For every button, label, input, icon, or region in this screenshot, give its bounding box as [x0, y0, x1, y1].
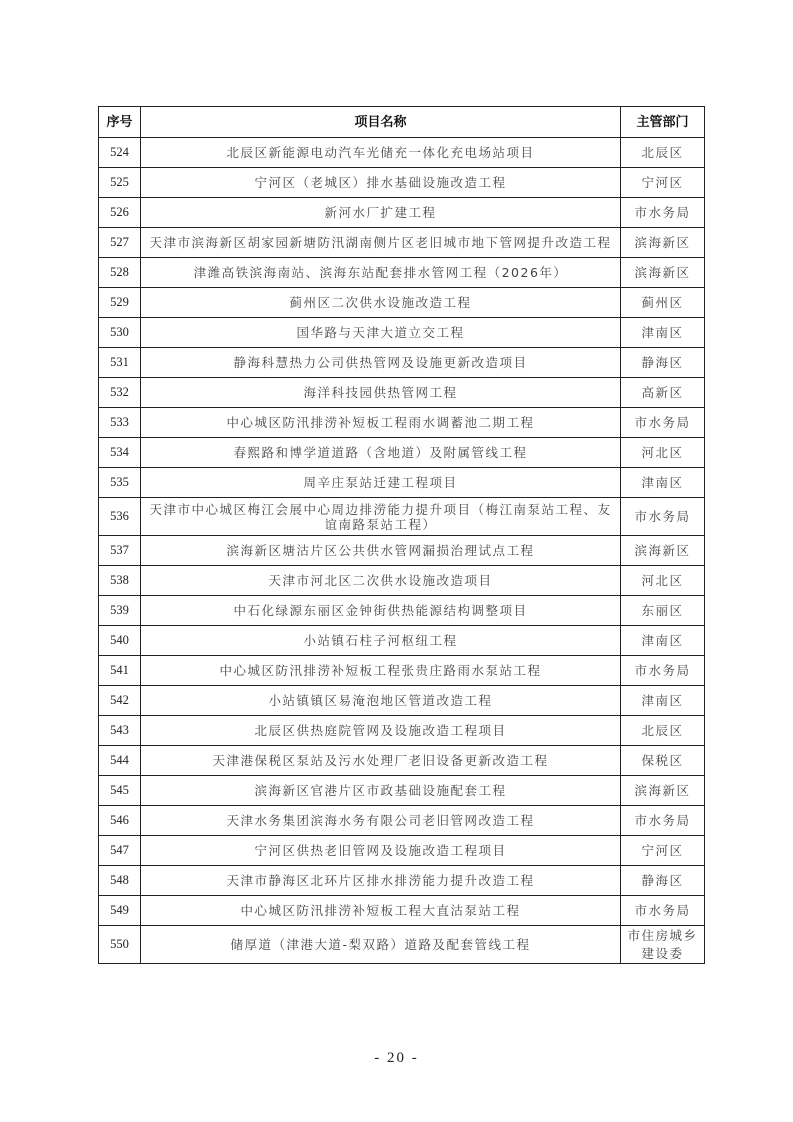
row-serial-number: 545 [99, 776, 141, 806]
row-serial-number: 543 [99, 716, 141, 746]
row-department: 市水务局 [621, 198, 705, 228]
row-serial-number: 529 [99, 288, 141, 318]
row-serial-number: 539 [99, 596, 141, 626]
row-serial-number: 524 [99, 138, 141, 168]
table-row [99, 378, 705, 408]
row-department: 市水务局 [621, 896, 705, 926]
table-row [99, 318, 705, 348]
row-serial-number: 546 [99, 806, 141, 836]
row-project-name: 天津水务集团滨海水务有限公司老旧管网改造工程 [141, 806, 621, 836]
row-department: 静海区 [621, 348, 705, 378]
row-serial-number: 549 [99, 896, 141, 926]
row-department: 河北区 [621, 566, 705, 596]
table-row [99, 776, 705, 806]
table-header-row [99, 107, 705, 138]
row-project-name: 北辰区新能源电动汽车光储充一体化充电场站项目 [141, 138, 621, 168]
table-row [99, 896, 705, 926]
row-serial-number: 533 [99, 408, 141, 438]
row-project-name: 津潍高铁滨海南站、滨海东站配套排水管网工程（2026年） [141, 258, 621, 288]
row-department: 市水务局 [621, 408, 705, 438]
table-body [99, 138, 705, 964]
row-serial-number: 544 [99, 746, 141, 776]
row-project-name: 小站镇石柱子河枢纽工程 [141, 626, 621, 656]
row-department: 滨海新区 [621, 776, 705, 806]
row-serial-number: 540 [99, 626, 141, 656]
table-row [99, 348, 705, 378]
row-project-name: 滨海新区塘沽片区公共供水管网漏损治理试点工程 [141, 536, 621, 566]
project-table [98, 106, 705, 964]
table-row [99, 198, 705, 228]
table-row [99, 168, 705, 198]
row-department: 高新区 [621, 378, 705, 408]
row-project-name: 小站镇镇区易淹泡地区管道改造工程 [141, 686, 621, 716]
table-row [99, 468, 705, 498]
row-project-name: 滨海新区官港片区市政基础设施配套工程 [141, 776, 621, 806]
row-department: 北辰区 [621, 716, 705, 746]
row-department: 市水务局 [621, 656, 705, 686]
row-department: 滨海新区 [621, 258, 705, 288]
row-project-name: 新河水厂扩建工程 [141, 198, 621, 228]
table-row [99, 716, 705, 746]
row-department: 蓟州区 [621, 288, 705, 318]
row-department: 北辰区 [621, 138, 705, 168]
table-row [99, 228, 705, 258]
row-project-name: 海洋科技园供热管网工程 [141, 378, 621, 408]
row-serial-number: 550 [99, 926, 141, 964]
row-serial-number: 535 [99, 468, 141, 498]
table-row [99, 626, 705, 656]
row-department: 宁河区 [621, 836, 705, 866]
row-project-name: 天津市静海区北环片区排水排涝能力提升改造工程 [141, 866, 621, 896]
table-row [99, 288, 705, 318]
row-department: 市住房城乡建设委 [621, 926, 705, 964]
row-serial-number: 532 [99, 378, 141, 408]
table-row [99, 498, 705, 536]
row-project-name: 中心城区防汛排涝补短板工程大直沽泵站工程 [141, 896, 621, 926]
row-department: 津南区 [621, 468, 705, 498]
row-project-name: 蓟州区二次供水设施改造工程 [141, 288, 621, 318]
table-row [99, 866, 705, 896]
header-department: 主管部门 [621, 107, 705, 138]
row-serial-number: 534 [99, 438, 141, 468]
table-row [99, 596, 705, 626]
row-project-name: 天津港保税区泵站及污水处理厂老旧设备更新改造工程 [141, 746, 621, 776]
row-serial-number: 548 [99, 866, 141, 896]
header-serial-number: 序号 [99, 107, 141, 138]
row-department: 市水务局 [621, 806, 705, 836]
row-department: 静海区 [621, 866, 705, 896]
row-serial-number: 537 [99, 536, 141, 566]
table-row [99, 438, 705, 468]
row-project-name: 国华路与天津大道立交工程 [141, 318, 621, 348]
row-serial-number: 547 [99, 836, 141, 866]
row-project-name: 北辰区供热庭院管网及设施改造工程项目 [141, 716, 621, 746]
row-department: 东丽区 [621, 596, 705, 626]
row-serial-number: 542 [99, 686, 141, 716]
table-row [99, 536, 705, 566]
table-row [99, 806, 705, 836]
row-department: 市水务局 [621, 498, 705, 536]
row-project-name: 天津市中心城区梅江会展中心周边排涝能力提升项目（梅江南泵站工程、友谊南路泵站工程） [141, 498, 621, 536]
table-row [99, 836, 705, 866]
row-project-name: 中心城区防汛排涝补短板工程雨水调蓄池二期工程 [141, 408, 621, 438]
row-serial-number: 531 [99, 348, 141, 378]
table-row [99, 686, 705, 716]
table-row [99, 746, 705, 776]
page-number: - 20 - [374, 1050, 419, 1066]
row-department: 保税区 [621, 746, 705, 776]
row-department: 津南区 [621, 686, 705, 716]
row-project-name: 宁河区供热老旧管网及设施改造工程项目 [141, 836, 621, 866]
row-department: 宁河区 [621, 168, 705, 198]
row-project-name: 静海科慧热力公司供热管网及设施更新改造项目 [141, 348, 621, 378]
row-project-name: 周辛庄泵站迁建工程项目 [141, 468, 621, 498]
row-serial-number: 541 [99, 656, 141, 686]
row-department: 河北区 [621, 438, 705, 468]
row-project-name: 宁河区（老城区）排水基础设施改造工程 [141, 168, 621, 198]
row-department: 滨海新区 [621, 536, 705, 566]
row-serial-number: 526 [99, 198, 141, 228]
row-department: 津南区 [621, 626, 705, 656]
table-row [99, 566, 705, 596]
row-department: 津南区 [621, 318, 705, 348]
row-serial-number: 528 [99, 258, 141, 288]
row-serial-number: 538 [99, 566, 141, 596]
table-row [99, 656, 705, 686]
row-project-name: 储厚道（津港大道-梨双路）道路及配套管线工程 [141, 926, 621, 964]
table-row [99, 138, 705, 168]
table-row [99, 258, 705, 288]
table-row [99, 926, 705, 964]
row-project-name: 中石化绿源东丽区金钟街供热能源结构调整项目 [141, 596, 621, 626]
row-serial-number: 530 [99, 318, 141, 348]
row-serial-number: 525 [99, 168, 141, 198]
table-row [99, 408, 705, 438]
row-project-name: 春熙路和博学道道路（含地道）及附属管线工程 [141, 438, 621, 468]
header-project-name: 项目名称 [141, 107, 621, 138]
row-project-name: 天津市滨海新区胡家园新塘防汛湖南侧片区老旧城市地下管网提升改造工程 [141, 228, 621, 258]
row-project-name: 中心城区防汛排涝补短板工程张贵庄路雨水泵站工程 [141, 656, 621, 686]
row-project-name: 天津市河北区二次供水设施改造项目 [141, 566, 621, 596]
row-department: 滨海新区 [621, 228, 705, 258]
row-serial-number: 536 [99, 498, 141, 536]
row-serial-number: 527 [99, 228, 141, 258]
